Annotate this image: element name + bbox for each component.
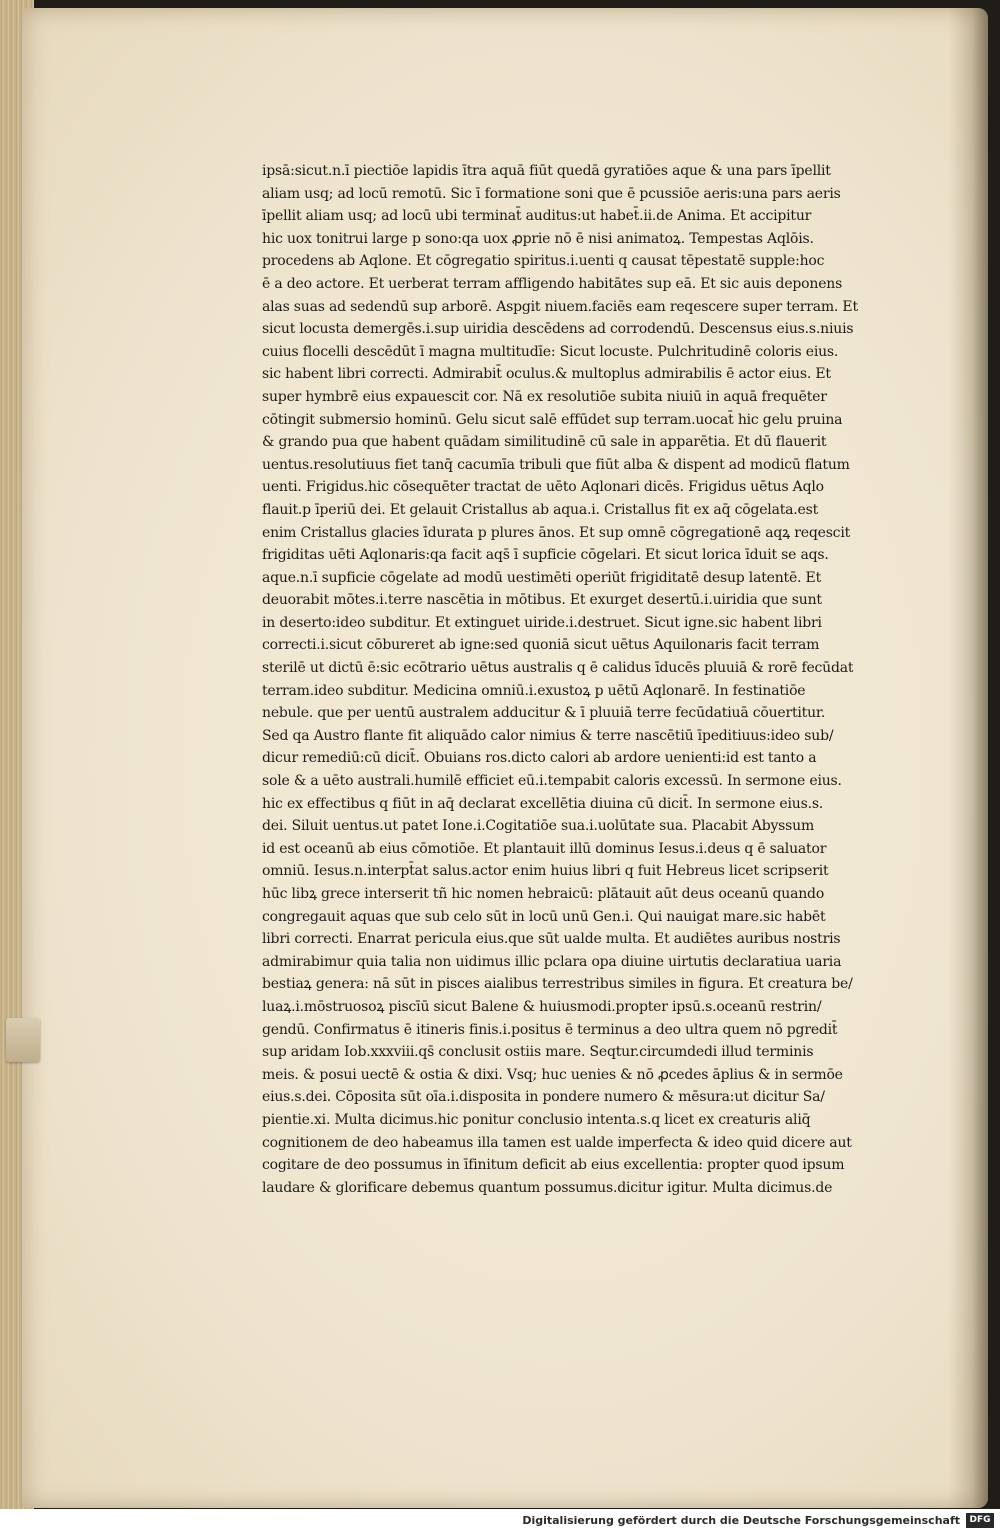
text-line: uentus.resolutiuus fiet tanq̄ cacumīa tribuli que fiūt alba & dispent ad modicū flatum: [262, 456, 850, 473]
text-line: deuorabit mōtes.i.terre nascētia in mōtibus. Et exurget desertū.i.uiridia que sunt: [262, 592, 822, 609]
text-line: gendū. Confirmatus ē itineris finis.i.positus ē terminus a deo ultra quem nō pgredit̄: [262, 1021, 838, 1038]
text-line: hic uox tonitrui large p sono:qa uox ꝓprie nō ē nisi animatoꝝ. Tempestas Aqlōis.: [262, 230, 814, 247]
text-line: eius.s.dei. Cōposita sūt oīa.i.disposita in pondere numero & mēsura:ut dicitur Sa/: [262, 1089, 825, 1106]
text-line: dicur remediū:cū dicit̄. Obuians ros.dicto calori ab ardore uenienti:id est tanto a: [262, 750, 817, 767]
text-line: pientie.xi. Multa dicimus.hic ponitur conclusio intenta.s.q licet ex creaturis aliq̄: [262, 1111, 811, 1128]
text-line: terram.ideo subditur. Medicina omniū.i.exustoꝝ p uētū Aqlonarē. In festinatiōe: [262, 682, 806, 699]
printed-text-block: [262, 160, 902, 1199]
text-line: sole & a uēto australi.humilē efficiet eū.i.tempabit caloris excessū. In sermone eius.: [262, 773, 842, 790]
text-line: nebule. que per uentū australem adducitur & ī pluuiā terre fecūdatiuā cōuertitur.: [262, 705, 826, 722]
text-line: hūc libꝝ grece interserit tñ hic nomen hebraicū: plātauit aūt deus oceanū quando: [262, 886, 825, 902]
text-line: congregauit aquas que sub celo sūt in locū unū Gen.i. Qui nauigat mare.sic habēt: [262, 908, 826, 925]
gutter-shadow: [948, 8, 988, 1508]
text-line: omniū. Iesus.n.interpt̄at salus.actor enim huius libri q fuit Hebreus licet scripserit: [262, 863, 829, 880]
funding-credit: Digitalisierung gefördert durch die Deutsche Forschungsgemeinschaft: [522, 1514, 960, 1527]
text-line: ipsā:sicut.n.ī piectiōe lapidis ītra aquā fiūt quedā gyratiōes aque & una pars īpellit: [262, 163, 831, 179]
text-line: admirabimur quia talia non uidimus illic pclara opa diuine uirtutis declaratiua uaria: [262, 953, 842, 970]
text-line: id est oceanū ab eius cōmotiōe. Et plantauit illū dominus Iesus.i.deus q ē saluator: [262, 840, 827, 857]
text-line: meis. & posui uectē & ostia & dixi. Vsq; huc uenies & nō ꝓcedes āplius & in sermōe: [262, 1066, 843, 1083]
text-line: libri correcti. Enarrat pericula eius.que sūt ualde multa. Et audiētes auribus nostris: [262, 931, 841, 948]
text-line: cuius flocelli descēdūt ī magna multitudīe: Sicut locuste. Pulchritudinē coloris eius.: [262, 343, 839, 360]
text-line: alas suas ad sedendū sup arborē. Aspgit niuem.faciēs eam reqescere super terram. Et: [262, 298, 858, 315]
text-line: cogitare de deo possumus in īfinitum deficit ab eius excellentia: propter quod ipsum: [262, 1157, 845, 1174]
text-line: laudare & glorificare debemus quantum possumus.dicitur igitur. Multa dicimus.de: [262, 1179, 833, 1196]
text-line: hic ex effectibus q fiūt in aq̄ declarat excellētia diuina cū dicit̄. In sermone eius.s.: [262, 795, 824, 812]
page-clip: [6, 1018, 40, 1062]
text-line: uenti. Frigidus.hic cōsequēter tractat de uēto Aqlonari dicēs. Frigidus uētus Aqlo: [262, 479, 824, 496]
text-line: flauit.p īperiū dei. Et gelauit Cristallus ab aqua.i. Cristallus fit ex aq̄ cōgelata.est: [262, 501, 819, 518]
text-line: ē a deo actore. Et uerberat terram affligendo habitātes sup eā. Et sic auis deponens: [262, 275, 843, 292]
text-line: procedens ab Aqlone. Et cōgregatio spiritus.i.uenti q causat tēpestatē supple:hoc: [262, 253, 825, 270]
text-line: aque.n.ī supficie cōgelate ad modū uestimēti operiūt frigiditatē desup latentē. Et: [262, 569, 822, 586]
text-line: sic habent libri correcti. Admirabit̄ oculus.& multoplus admirabilis ē actor eius. Et: [262, 366, 831, 383]
text-line: sterilē ut dictū ē:sic ecōtrario uētus australis q ē calidus īducēs pluuiā & rorē fecūdat: [262, 660, 854, 677]
text-line: dei. Siluit uentus.ut patet Ione.i.Cogitatiōe sua.i.uolūtate sua. Placabit Abyssum: [262, 818, 815, 835]
text-line: in deserto:ideo subditur. Et extinguet uiride.i.destruet. Sicut igne.sic habent libri: [262, 614, 822, 631]
footer-bar: [0, 1509, 1000, 1531]
text-line: frigiditas uēti Aqlonaris:qa facit aqs̄ ī supficie cōgelari. Et sicut lorica īduit se aqs.: [262, 547, 829, 564]
text-line: enim Cristallus glacies īdurata p plures ānos. Et sup omnē cōgregationē aqꝝ reqescit: [262, 524, 851, 541]
dfg-logo: DFG: [966, 1513, 994, 1528]
text-line: īpellit aliam usq; ad locū ubi terminat̄ auditus:ut habet̄.ii.de Anima. Et accipitur: [262, 208, 812, 225]
text-line: cognitionem de deo habeamus illa tamen est ualde imperfecta & ideo quid dicere aut: [262, 1134, 852, 1151]
text-line: bestiaꝝ genera: nā sūt in pisces aialibus terrestribus similes in figura. Et creatura be/: [262, 976, 853, 993]
text-line: cōtingit submersio hominū. Gelu sicut salē effūdet sup terram.uocat̄ hic gelu pruina: [262, 411, 843, 428]
text-line: Sed qa Austro flante fit aliquādo calor nimius & terre nascētiū īpeditiuus:ideo sub/: [262, 727, 834, 744]
text-line: & grando pua que habent quādam similitudinē cū sale in apparētia. Et dū flauerit: [262, 434, 827, 451]
text-line: luaꝝ.i.mōstruosoꝝ piscīū sicut Balene & huiusmodi.propter ipsū.s.oceanū restrin/: [262, 998, 822, 1015]
text-line: sup aridam Iob.xxxviii.qs̄ conclusit ostiis mare. Seqtur.circumdedi illud terminis: [262, 1044, 814, 1061]
text-line: sicut locusta demergēs.i.sup uiridia descēdens ad corrodendū. Descensus eius.s.niuis: [262, 321, 854, 338]
text-line: correcti.i.sicut cōbureret ab igne:sed quoniā sicut uētus Aquilonaris facit terram: [262, 637, 820, 654]
text-line: aliam usq; ad locū remotū. Sic ī formatione soni que ē pcussiōe aeris:una pars aeris: [262, 185, 841, 202]
text-line: super hymbrē eius expauescit cor. Nā ex resolutiōe subita niuiū in aquā frequēter: [262, 388, 827, 405]
